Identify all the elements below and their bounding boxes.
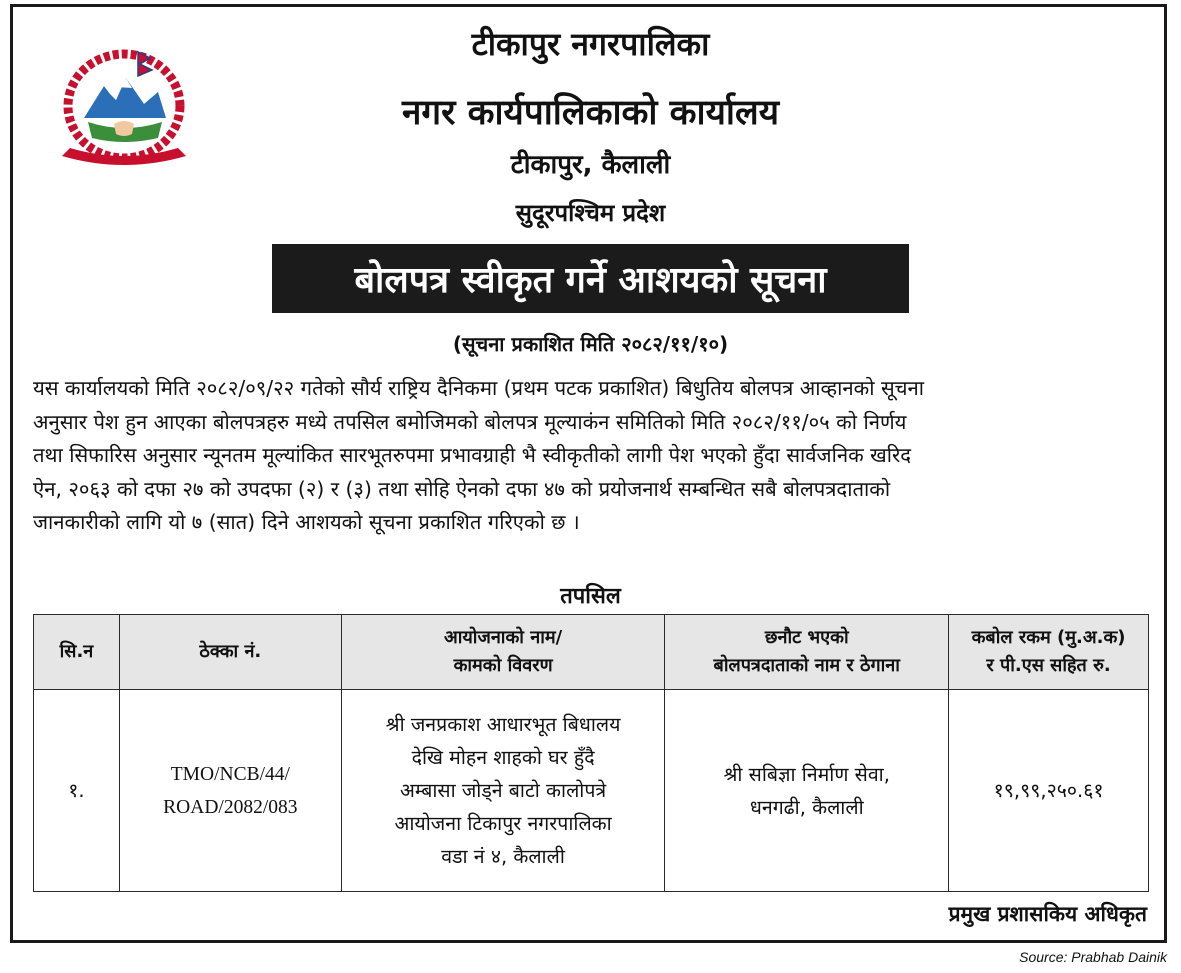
notice-title-banner [272,244,909,313]
municipality-name: टीकापुर नगरपालिका [471,25,710,63]
table-header-row [34,615,1149,690]
signatory-title: प्रमुख प्रशासकिय अधिकृत [948,902,1147,926]
cell-project: श्री जनप्रकाश आधारभूत बिधालय देखि मोहन शाहको घर हुँदै अम्बासा जोड्ने बाटो कालोपत्रे आयोजना टिकापुर नगरपालिका वडा नं ४, कैलाली [341,690,665,892]
cell-bidder: श्री सबिज्ञा निर्माण सेवा, धनगढी, कैलाली [665,690,949,892]
notice-line: तथा सिफारिस अनुसार न्यूनतम मूल्यांकित सारभूतरुपमा प्रभावग्राही भै स्वीकृतीको लागी पेश भएको हुँदा सार्वजनिक खरिद [33,443,912,468]
header-project: आयोजनाको नाम/ कामको विवरण [341,615,665,690]
office-name: नगर कार्यपालिकाको कार्यालय [401,93,780,133]
notice-body [33,372,1147,540]
notice-line: यस कार्यालयको मिति २०८२/०९/२२ गतेको सौर्य राष्ट्रिय दैनिकमा (प्रथम पटक प्रकाशित) बिधुतिय बोलपत्र आव्हानको सूचना [33,376,925,400]
office-location: टीकापुर, कैलाली [510,150,671,180]
schedule-table [33,614,1149,892]
cell-amount: १९,९९,२५०.६१ [949,690,1149,892]
published-date: (सूचना प्रकाशित मिति २०८२/११/१०) [452,332,729,356]
source-credit: Source: Prabhab Dainik [1019,949,1167,965]
cell-sn: १. [34,690,120,892]
province-name: सुदूरपश्चिम प्रदेश [515,199,666,227]
notice-title: बोलपत्र स्वीकृत गर्ने आशयको सूचना [354,260,827,301]
header-contract-no: ठेक्का नं. [119,615,341,690]
header-bidder: छनौट भएको बोलपत्रदाताको नाम र ठेगाना [665,615,949,690]
header-amount: कबोल रकम (मु.अ.क) र पी.एस सहित रु. [949,615,1149,690]
notice-line: अनुसार पेश हुन आएका बोलपत्रहरु मध्ये तपसिल बमोजिमको बोलपत्र मूल्याकंन समितिको मिति २०८२/११/०५ को निर्णय [33,409,907,434]
table-row [34,690,1149,892]
notice-line: ऐन, २०६३ को दफा २७ को उपदफा (२) र (३) तथा सोहि ऐनको दफा ४७ को प्रयोजनार्थ सम्बन्धित सबै बोलपत्रदाताको [33,476,891,501]
header-sn: सि.न [34,615,120,690]
notice-line: जानकारीको लागि यो ७ (सात) दिने आशयको सूचना प्रकाशित गरिएको छ । [33,510,580,535]
cell-contract-no: TMO/NCB/44/ ROAD/2082/083 [119,690,341,892]
schedule-title: तपसिल [560,584,621,609]
